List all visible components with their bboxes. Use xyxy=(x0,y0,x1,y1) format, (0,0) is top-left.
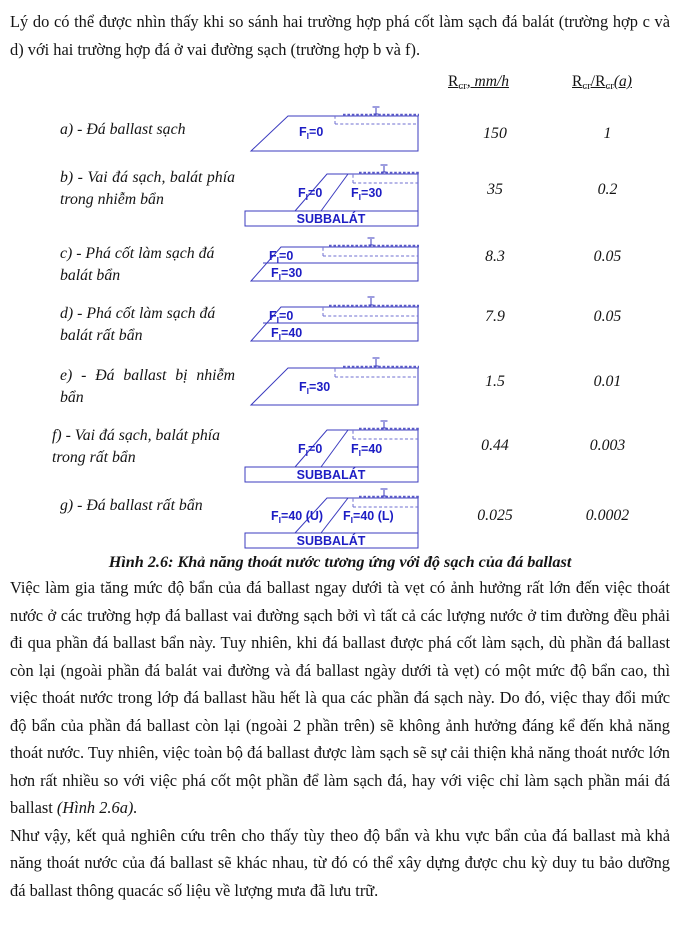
table-row xyxy=(10,233,670,291)
table-row xyxy=(10,415,670,485)
row-rcr-value: 1.5 xyxy=(485,373,505,390)
table-row xyxy=(10,291,670,351)
table-row xyxy=(10,103,670,159)
column-header-rcr: $R_{cr}$, mm/h xyxy=(448,73,509,93)
intro-paragraph: Lý do có thể được nhìn thấy khi so sánh hai trường hợp phá cốt làm sạch đá balát (trường hợp c và d) với hai trường hợp đá ở vai đường sạch (trường hợp b và f). xyxy=(10,12,670,59)
row-rcr-value: 8.3 xyxy=(485,248,505,265)
row-diagram-c xyxy=(243,233,433,287)
fi-label-left: $F_I=0$ xyxy=(269,249,294,265)
row-diagram-a xyxy=(243,103,433,157)
row-diagram-g xyxy=(243,487,433,549)
row-label: f) - Vai đá sạch, balát phía trong rất bẩn xyxy=(52,427,221,466)
figure-reference: (Hình 2.6a). xyxy=(56,798,138,817)
fi-label-left: $F_I=30$ xyxy=(299,380,331,396)
fi-label-right: $F_I=30$ xyxy=(351,186,383,202)
row-rcr-value: 7.9 xyxy=(485,308,505,325)
row-label: g) - Đá ballast rất bẩn xyxy=(60,497,203,514)
fi-label-right: $F_I=40$ xyxy=(271,326,303,342)
table-row xyxy=(10,351,670,415)
body-paragraph-2: Như vậy, kết quả nghiên cứu trên cho thấy tùy theo độ bẩn và khu vực bẩn của đá ballast mà khả năng thoát nước của đá ballast sẽ khác nhau, từ đó có thể xây dựng được chu kỳ duy tu bảo dưỡng đá ballast thông quacác số liệu về lượng mưa đã lưu trữ. xyxy=(10,825,670,900)
figure-rows xyxy=(10,103,670,549)
table-row xyxy=(10,159,670,233)
fi-label-left: $F_I=0$ xyxy=(299,125,324,141)
row-diagram-d xyxy=(243,291,433,347)
row-ratio-value: 0.01 xyxy=(593,373,622,390)
row-ratio-value: 0.05 xyxy=(593,308,622,325)
table-header xyxy=(10,71,670,101)
subballast-label: SUBBALÁT xyxy=(296,534,366,548)
row-ratio-value: 0.05 xyxy=(593,248,622,265)
fi-label-left: $F_I=40$ (U) xyxy=(271,509,324,525)
figure-caption: Hình 2.6: Khả năng thoát nước tương ứng với độ sạch của đá ballast xyxy=(108,553,572,571)
row-label: e) - Đá ballast bị nhiễm bẩn xyxy=(60,367,235,406)
body-paragraph-1 xyxy=(10,574,670,822)
fi-label-left: $F_I=0$ xyxy=(269,309,294,325)
row-rcr-value: 0.44 xyxy=(481,437,509,454)
row-ratio-value: 0.2 xyxy=(597,181,618,198)
fi-label-left: $F_I=0$ xyxy=(298,186,323,202)
row-diagram-b xyxy=(243,161,433,227)
row-rcr-value: 150 xyxy=(483,125,507,142)
fi-label-left: $F_I=0$ xyxy=(298,442,323,458)
fi-label-right: $F_I=40$ (L) xyxy=(343,509,394,525)
row-label: a) - Đá ballast sạch xyxy=(60,121,186,138)
body-paragraph-1-text: Việc làm gia tăng mức độ bẩn của đá ballast ngay dưới tà vẹt có ảnh hưởng rất lớn đến việc thoát nước ở các trường hợp đá ballast vai đường sạch bởi vì tất cả các lượng nước ở tim đường đều phải đi qua phần đá ballast bẩn này. Tuy nhiên, khi đá ballast được phá cốt làm sạch, dù phần đá ballast còn lại (ngoài phần đá balát vai đường và đá ballast ngày dưới tà vẹt) có một mức độ bẩn cao, thì việc thoát nước trong lớp đá ballast hầu hết là qua các phần đá sạch này. Do đó, việc thay đổi mức độ bẩn của phần đá ballast còn lại (ngoài 2 phần trên) sẽ không ảnh hưởng đáng kể đến khả năng thoát nước. Tuy nhiên, việc toàn bộ đá ballast được làm sạch sẽ sự cải thiện khả năng thoát nước lớn hơn rất nhiều so với việc phá cốt một phần để làm sạch đá, hay với việc chỉ làm sạch phần mái đá ballast xyxy=(10,578,670,817)
row-ratio-value: 0.0002 xyxy=(585,507,630,524)
fi-label-right: $F_I=40$ xyxy=(351,442,383,458)
row-rcr-value: 0.025 xyxy=(477,507,513,524)
row-ratio-value: 1 xyxy=(603,125,612,142)
row-label: b) - Vai đá sạch, balát phía trong nhiễm bẩn xyxy=(60,169,235,208)
row-label: d) - Phá cốt làm sạch đá balát rất bẩn xyxy=(60,305,216,344)
column-header-ratio: $R_{cr}/R_{cr}(a)$ xyxy=(572,73,632,93)
row-label: c) - Phá cốt làm sạch đá balát bẩn xyxy=(60,245,215,284)
fi-label-right: $F_I=30$ xyxy=(271,266,303,282)
row-diagram-f xyxy=(243,417,433,483)
row-ratio-value: 0.003 xyxy=(589,437,626,454)
table-row xyxy=(10,485,670,549)
subballast-label: SUBBALÁT xyxy=(296,212,366,226)
row-diagram-e xyxy=(243,351,433,411)
row-rcr-value: 35 xyxy=(487,181,503,198)
subballast-label: SUBBALÁT xyxy=(296,468,366,482)
